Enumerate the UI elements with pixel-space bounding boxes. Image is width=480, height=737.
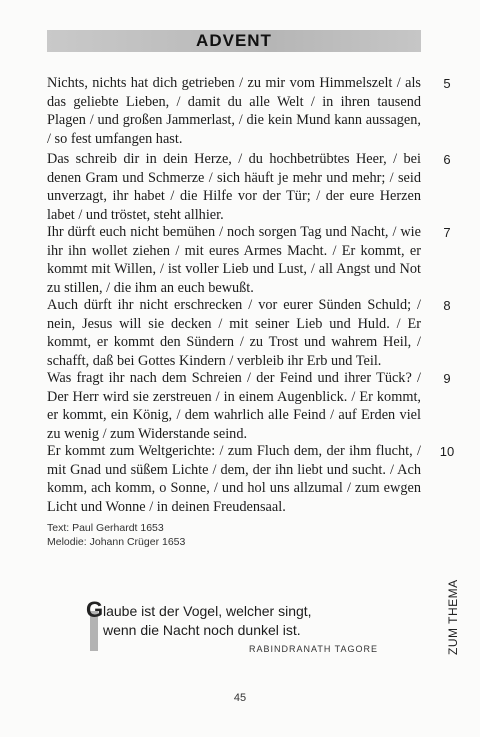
stanza-9-text: Was fragt ihr nach dem Schreien / der Feind und ihrer Tück? / Der Herr wird sie zerstreuen / in einem Augenblick. / Er kommt, er kommt, ein König, / dem wahrlich alle Feind / auf Erden viel zu wenig / zum Widerstande seind. (47, 370, 421, 442)
section-header-bar (47, 30, 421, 52)
quote-block (86, 597, 386, 661)
melody-author-credit: Melodie: Johann Crüger 1653 (47, 536, 186, 548)
quote-line-1: laube ist der Vogel, welcher singt, (103, 603, 312, 619)
quote-author: RABINDRANATH TAGORE (248, 644, 378, 654)
quote-line-2: wenn die Nacht noch dunkel ist. (103, 622, 301, 638)
stanza-10-text: Er kommt zum Weltgerichte: / zum Fluch dem, der ihm flucht, / mit Gnad und süßem Lichte / dem, der ihn liebt und sucht. / Ach komm, ach komm, o Sonne, / und hol uns allzumal / zum ewgen Licht und Wonne / in deinen Freudensaal. (47, 443, 421, 515)
stanza-5-text: Nichts, nichts hat dich getrieben / zu mir vom Himmelszelt / als das geliebte Lieben, / damit du alle Welt / in ihren tausend Plagen / und großen Jammerlast, / die kein Mund kann aussagen, / so fest umfangen hast. (47, 75, 421, 147)
stanza-8-number: 8 (443, 298, 451, 313)
stanza-8-text: Auch dürft ihr nicht erschrecken / vor eurer Sünden Schuld; / nein, Jesus will sie decken / mit seiner Lieb und Huld. / Er kommt, er kommt den Sündern / zu Trost und wahrem Heil, / schafft, daß bei Gottes Kindern / verbleib ihr Erb und Teil. (47, 297, 421, 369)
stanza-10-number: 10 (439, 444, 455, 459)
text-author-credit: Text: Paul Gerhardt 1653 (47, 522, 164, 534)
page-number: 45 (233, 692, 247, 704)
quote-drop-initial: G (86, 597, 104, 622)
stanza-6-text: Das schreib dir in dein Herze, / du hochbetrübtes Heer, / bei denen Gram und Schmerze / sich häuft je mehr und mehr; / seid unverzagt, ihr habet / die Hilfe vor der Tür; / der eure Herzen labet / und tröstet, steht allhier. (47, 151, 421, 223)
stanza-7-text: Ihr dürft euch nicht bemühen / noch sorgen Tag und Nacht, / wie ihr ihn wollet ziehen / mit eures Armes Macht. / Er kommt, er kommt mit Willen, / ist voller Lieb und Lust, / all Angst und Not zu stillen, / die ihm an euch bewußt. (47, 224, 421, 296)
side-section-label: ZUM THEMA (446, 579, 460, 655)
stanza-5-number: 5 (443, 76, 451, 91)
stanza-7-number: 7 (443, 225, 451, 240)
stanza-6-number: 6 (443, 152, 451, 167)
section-title: ADVENT (196, 31, 272, 50)
stanza-9-number: 9 (443, 371, 451, 386)
hymn-credits (47, 521, 185, 549)
